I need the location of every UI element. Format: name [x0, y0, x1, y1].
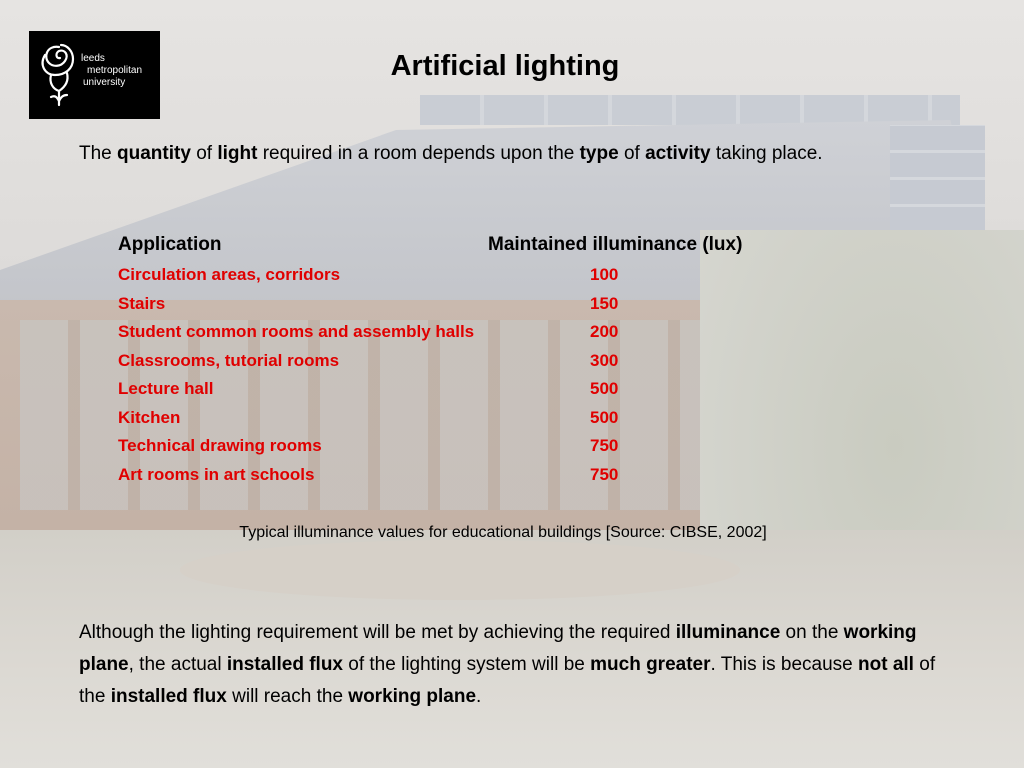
- intro-s5: taking place.: [710, 143, 823, 164]
- explanation-paragraph: [79, 617, 949, 713]
- table-caption: Typical illuminance values for educational buildings [Source: CIBSE, 2002]: [239, 524, 767, 541]
- para-s7: will reach the: [226, 686, 349, 707]
- table-row: [118, 436, 838, 465]
- solar-panels: [420, 95, 960, 125]
- para-s4: of the lighting system will be: [343, 654, 591, 675]
- row-lux: 500: [590, 407, 619, 427]
- intro-b4: activity: [645, 143, 711, 164]
- intro-s1: The: [79, 143, 118, 164]
- para-s2: on the: [780, 622, 844, 643]
- para-b5: not all: [858, 654, 914, 675]
- row-lux: 750: [590, 464, 619, 484]
- intro-s2: of: [190, 143, 218, 164]
- intro-s4: of: [618, 143, 646, 164]
- logo-line-3: university: [83, 77, 126, 88]
- row-application: Classrooms, tutorial rooms: [118, 350, 340, 370]
- table-row: [118, 408, 838, 437]
- table-row: [118, 265, 838, 294]
- intro-b2: light: [217, 143, 258, 164]
- row-application: Student common rooms and assembly halls: [118, 322, 475, 341]
- row-lux: 100: [590, 265, 619, 284]
- row-lux: 150: [590, 293, 619, 313]
- row-application: Circulation areas, corridors: [118, 265, 341, 284]
- para-b3: installed flux: [226, 654, 343, 675]
- para-s6: of the: [79, 654, 936, 707]
- para-s1: Although the lighting requirement will be met by achieving the required: [79, 622, 676, 643]
- row-lux: 750: [590, 436, 619, 455]
- intro-s3: required in a room depends upon the: [257, 143, 580, 164]
- intro-b3: type: [579, 143, 619, 164]
- table-row: [118, 294, 838, 323]
- para-b6: installed flux: [110, 686, 227, 707]
- table-row: [118, 465, 838, 494]
- row-application: Art rooms in art schools: [118, 464, 315, 484]
- row-lux: 200: [590, 322, 619, 341]
- para-s3: , the actual: [128, 654, 227, 675]
- header-illuminance: Maintained illuminance (lux): [488, 234, 743, 255]
- logo-line-1: leeds: [81, 53, 105, 64]
- intro-text: [79, 138, 939, 170]
- para-s8: .: [476, 686, 482, 707]
- row-application: Stairs: [118, 293, 166, 313]
- row-lux: 500: [590, 379, 619, 398]
- table-row: [118, 379, 838, 408]
- background-path: [180, 540, 740, 600]
- header-application: Application: [118, 234, 222, 255]
- para-b4: much greater: [590, 654, 711, 675]
- para-b1: illuminance: [675, 622, 781, 643]
- row-application: Kitchen: [118, 407, 181, 427]
- slide-title: Artificial lighting: [390, 50, 620, 82]
- row-application: Technical drawing rooms: [118, 436, 322, 455]
- para-s5: . This is because: [710, 654, 859, 675]
- intro-b1: quantity: [117, 143, 191, 164]
- table-header: [118, 234, 838, 262]
- row-lux: 300: [590, 350, 619, 370]
- illuminance-table: [118, 265, 838, 493]
- logo-line-2: metropolitan: [87, 65, 143, 76]
- para-b7: working plane: [348, 686, 477, 707]
- table-row: [118, 322, 838, 351]
- para-b2: working plane: [79, 622, 917, 675]
- row-application: Lecture hall: [118, 379, 214, 398]
- table-row: [118, 351, 838, 380]
